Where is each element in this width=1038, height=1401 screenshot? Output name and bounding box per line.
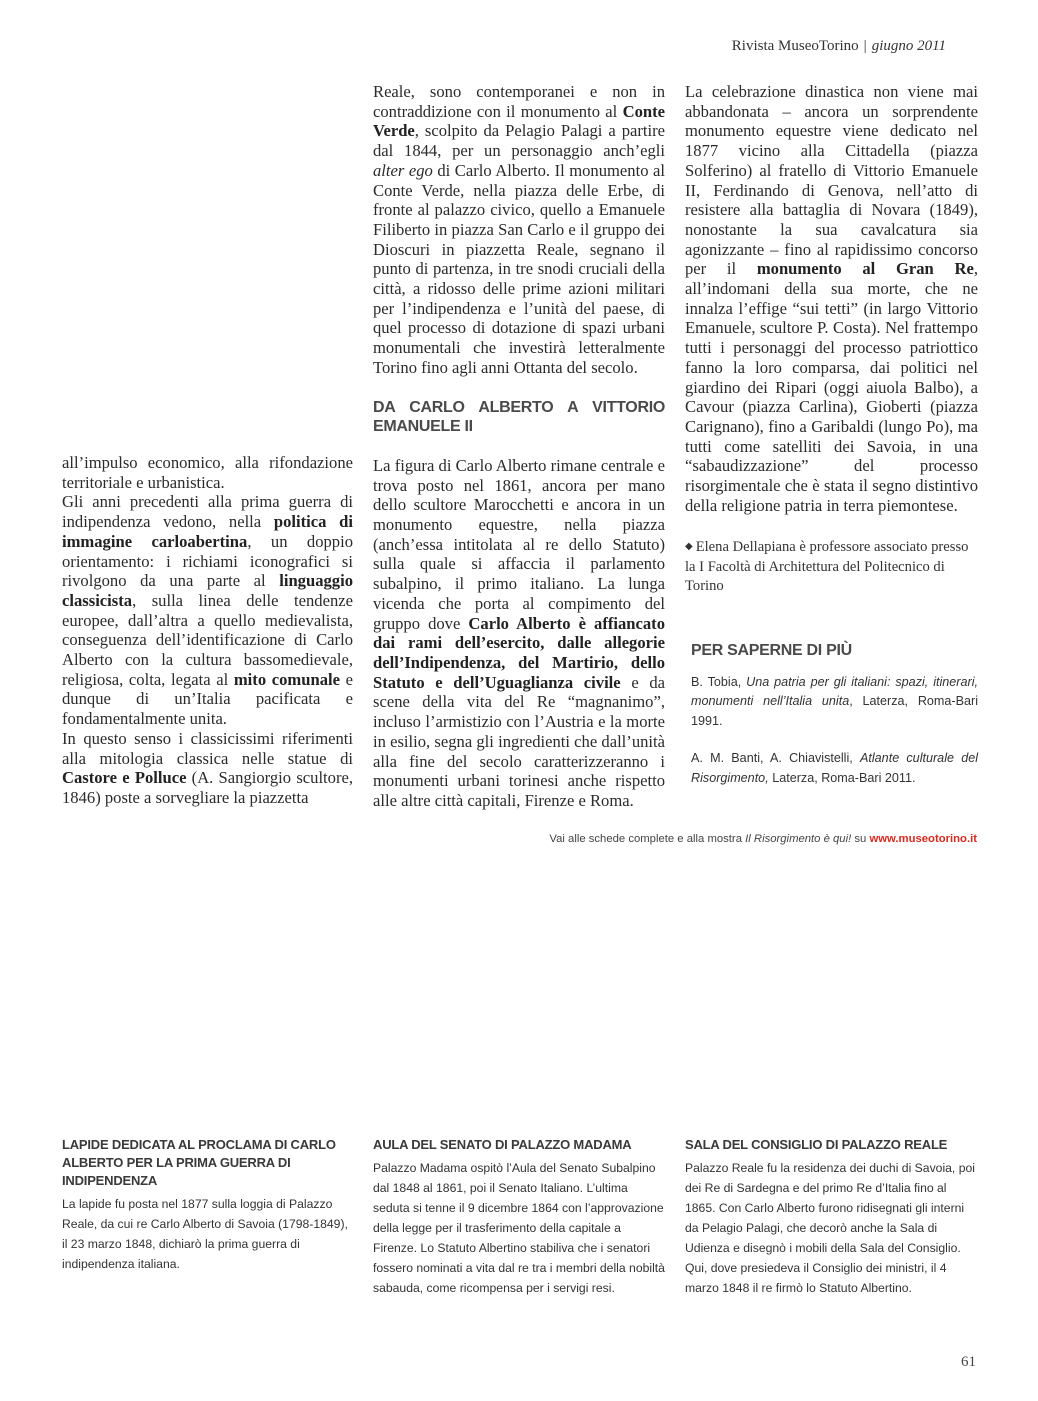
- italic-term: alter ego: [373, 160, 433, 180]
- bold-term: monumento al Gran Re: [756, 259, 974, 279]
- bold-term: Castore e Polluce: [62, 768, 187, 788]
- page-number: 61: [961, 1354, 976, 1370]
- paragraph: In questo senso i classicissimi riferimenti alla mitologia classica nelle statue di Castore e Polluce (A. Sangiorgio scultore, 1846) poste a sorvegliare la piazzetta: [62, 728, 353, 807]
- caption-title: AULA DEL SENATO DI PALAZZO MADAMA: [373, 1137, 632, 1152]
- running-header: [732, 38, 946, 55]
- reference-item: B. Tobia, Una patria per gli italiani: spazi, itinerari, monumenti nell’Italia unita, Laterza, Roma-Bari 1991.: [691, 674, 979, 728]
- caption-text: La lapide fu posta nel 1877 sulla loggia di Palazzo Reale, da cui re Carlo Alberto di Savoia (1798-1849), il 23 marzo 1848, dichiarò la prima guerra di indipendenza italiana.: [62, 1197, 348, 1271]
- paragraph: all’impulso economico, alla rifondazione territoriale e urbanistica.: [62, 453, 353, 492]
- article-column-2: [373, 82, 665, 811]
- website-link[interactable]: www.museotorino.it: [869, 833, 977, 845]
- author-note: ◆ Elena Dellapiana è professore associato presso la I Facoltà di Architettura del Politecnico di Torino: [685, 539, 969, 595]
- website-link-line: Vai alle schede complete e alla mostra Il Risorgimento è qui! su www.museotorino.it: [549, 833, 977, 845]
- caption-text: Palazzo Reale fu la residenza dei duchi di Savoia, poi dei Re di Sardegna e del primo Re d’Italia fino al 1865. Con Carlo Alberto furono ridisegnati gli interni da Pelagio Palagi, che decorò anche la Sala di Udienza e disegnò i mobili della Sala del Consiglio. Qui, dove presiedeva il Consiglio dei ministri, il 4 marzo 1848 il re firmò lo Statuto Albertino.: [685, 1161, 975, 1295]
- caption-title: LAPIDE DEDICATA AL PROCLAMA DI CARLO ALBERTO PER LA PRIMA GUERRA DI INDIPENDENZA: [62, 1137, 336, 1188]
- bold-term: linguaggio classicista: [62, 571, 353, 610]
- issue-date: giugno 2011: [871, 38, 946, 54]
- photo-caption: [685, 1136, 978, 1298]
- diamond-bullet-icon: ◆: [685, 541, 693, 553]
- caption-title: SALA DEL CONSIGLIO DI PALAZZO REALE: [685, 1137, 948, 1152]
- photo-caption: [62, 1136, 355, 1274]
- reference-item: A. M. Banti, A. Chiavistelli, Atlante culturale del Risorgimento, Laterza, Roma-Bari 2011.: [691, 751, 978, 785]
- article-column-3: [685, 82, 978, 806]
- paragraph: La celebrazione dinastica non viene mai abbandonata – ancora un sorprendente monumento equestre viene dedicato nel 1877 vicino alla Cittadella (piazza Solferino) al fratello di Vittorio Emanuele II, Ferdinando di Genova, nell’atto di resistere alla battaglia di Novara (1849), nonostante la sua cavalcatura sia agonizzante – fino al rapidissimo concorso per il monumento al Gran Re, all’indomani della sua morte, che ne innalza l’effige “sui tetti” (in largo Vittorio Emanuele, scultore P. Costa). Nel frattempo tutti i personaggi del processo patriottico fanno la loro comparsa, dai politici nel giardino dei Ripari (oggi aiuola Balbo), a Cavour (piazza Carlina), Gioberti (piazza Carignano), fino a Garibaldi (lungo Po), ma tutti come satelliti dei Savoia, in una “sabaudizzazione” del processo risorgimentale che è stata il segno distintivo della religione patria in terra piemontese.: [685, 82, 978, 515]
- paragraph: Gli anni precedenti alla prima guerra di indipendenza vedono, nella politica di immagine carloabertina, un doppio orientamento: i richiami iconografici si rivolgono da una parte al linguaggio classicista, sulla linea delle tendenze europee, dall’altra a quello medievalista, conseguenza dell’identificazione di Carlo Alberto con la cultura bassomedievale, religiosa, colta, legata al mito comunale e dunque di un’Italia pacificata e fondamentalmente unita.: [62, 492, 353, 729]
- publication-name: Rivista MuseoTorino: [731, 38, 859, 54]
- section-heading: DA CARLO ALBERTO A VITTORIO EMANUELE II: [373, 398, 665, 436]
- bold-term: Conte Verde: [373, 101, 665, 141]
- article-column-1: [62, 453, 353, 808]
- bold-term: mito comunale: [233, 669, 340, 689]
- paragraph: Reale, sono contemporanei e non in contraddizione con il monumento al Conte Verde, scolpito da Pelagio Palagi a partire dal 1844, per un personaggio anch’egli alter ego di Carlo Alberto. Il monumento al Conte Verde, nella piazza delle Erbe, di fronte al palazzo civico, quello a Emanuele Filiberto in piazza San Carlo e il gruppo dei Dioscuri in piazzetta Reale, segnano il punto di partenza, in tre snodi cruciali della città, a ridosso delle prime azioni militari per l’indipendenza e l’unità del paese, di quel processo di dotazione di spazi urbani monumentali che investirà letteralmente Torino fino agli anni Ottanta del secolo.: [373, 82, 665, 377]
- caption-text: Palazzo Madama ospitò l’Aula del Senato Subalpino dal 1848 al 1861, poi il Senato Italiano. L’ultima seduta si tenne il 9 dicembre 1864 con l’approvazione della legge per il trasferimento della capitale a Firenze. Lo Statuto Albertino stabiliva che i senatori fossero nominati a vita dal re tra i membri della nobiltà sabauda, come ricompensa per i servigi resi.: [373, 1161, 665, 1295]
- header-separator: |: [863, 38, 867, 54]
- bold-term: politica di immagine carloabertina: [62, 512, 353, 551]
- photo-caption: [373, 1136, 666, 1298]
- bold-term: Carlo Alberto è affiancato dai rami dell’esercito, dalle allegorie dell’Indipendenza, del Martirio, dello Statuto e dell’Uguaglianza civile: [373, 613, 665, 692]
- paragraph: La figura di Carlo Alberto rimane centrale e trova posto nel 1861, ancora per mano dello scultore Marocchetti e ancora in un monumento equestre, nella piazza (anch’essa intitolata al re dello Statuto) sulla quale si affaccia il parlamento subalpino, il primo italiano. La lunga vicenda che porta al compimento del gruppo dove Carlo Alberto è affiancato dai rami dell’esercito, dalle allegorie dell’Indipendenza, del Martirio, dello Statuto e dell’Uguaglianza civile e da scene della vita del Re “magnanimo”, incluso l’armistizio con l’Austria e la morte in esilio, segna gli ingredienti che dall’unità alla fine del secolo caratterizzeranno i monumenti urbani torinesi anche rispetto alle altre città capitali, Firenze e Roma.: [373, 455, 666, 810]
- further-reading-heading: PER SAPERNE DI PIÙ: [691, 641, 852, 659]
